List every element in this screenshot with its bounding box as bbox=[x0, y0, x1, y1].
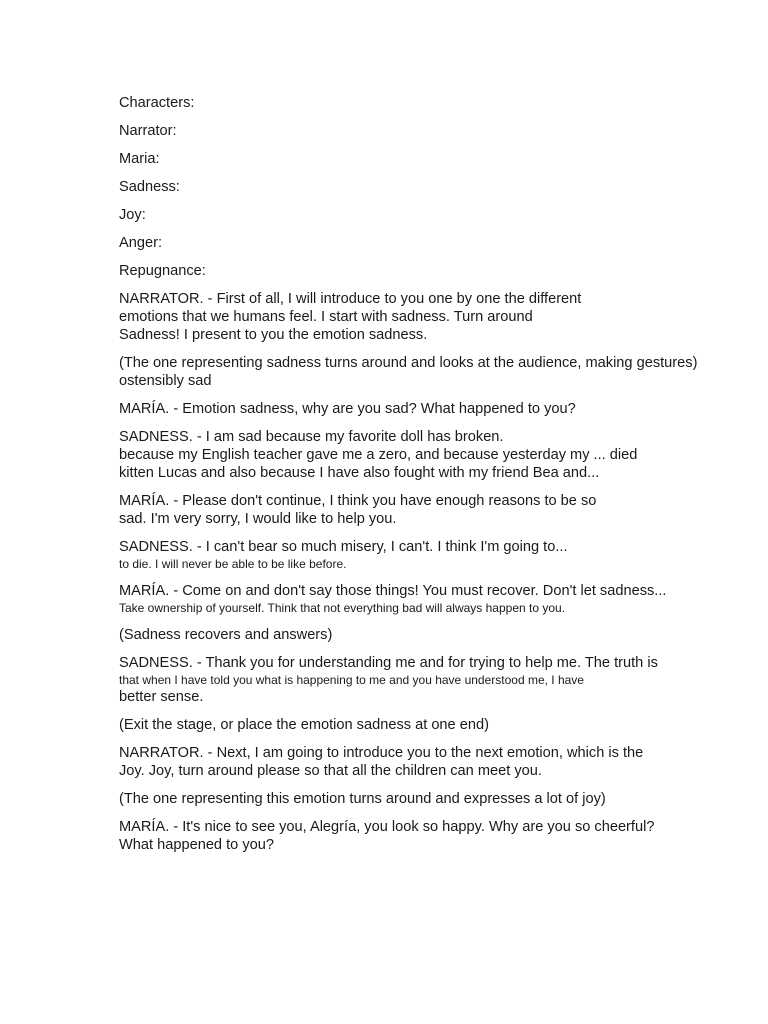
script-line: MARÍA. - Come on and don't say those things! You must recover. Don't let sadness... bbox=[119, 583, 667, 599]
script-line: MARÍA. - It's nice to see you, Alegría, you look so happy. Why are you so cheerful? bbox=[119, 819, 655, 835]
script-paragraph bbox=[119, 818, 749, 854]
character-entry: Repugnance: bbox=[119, 263, 206, 279]
script-line: that when I have told you what is happening to me and you have understood me, I have bbox=[119, 673, 584, 687]
script-line: MARÍA. - Emotion sadness, why are you sad? What happened to you? bbox=[119, 401, 576, 417]
script-paragraph bbox=[119, 582, 749, 616]
character-entry: Anger: bbox=[119, 235, 162, 251]
script-paragraph bbox=[119, 716, 749, 734]
script-paragraph bbox=[119, 354, 749, 390]
script-line: sad. I'm very sorry, I would like to help you. bbox=[119, 511, 397, 527]
character-list bbox=[119, 122, 749, 280]
script-line: (The one representing sadness turns around and looks at the audience, making gestures) bbox=[119, 355, 698, 371]
character-entry: Sadness: bbox=[119, 179, 180, 195]
script-paragraph bbox=[119, 400, 749, 418]
document-page bbox=[119, 94, 749, 864]
script-paragraph bbox=[119, 428, 749, 482]
script-line: better sense. bbox=[119, 689, 204, 705]
characters-heading: Characters: bbox=[119, 95, 195, 111]
script-line: NARRATOR. - First of all, I will introduce to you one by one the different bbox=[119, 291, 582, 307]
script-line: Take ownership of yourself. Think that not everything bad will always happen to you. bbox=[119, 601, 566, 615]
script-paragraph bbox=[119, 290, 749, 344]
script-paragraph bbox=[119, 654, 749, 706]
character-entry: Maria: bbox=[119, 151, 160, 167]
script-paragraph bbox=[119, 626, 749, 644]
character-entry: Joy: bbox=[119, 207, 146, 223]
script-line: SADNESS. - I can't bear so much misery, I can't. I think I'm going to... bbox=[119, 539, 568, 555]
script-line: Sadness! I present to you the emotion sadness. bbox=[119, 327, 428, 343]
script-line: MARÍA. - Please don't continue, I think you have enough reasons to be so bbox=[119, 493, 597, 509]
character-entry: Narrator: bbox=[119, 123, 177, 139]
script-line: emotions that we humans feel. I start with sadness. Turn around bbox=[119, 309, 533, 325]
script-line: NARRATOR. - Next, I am going to introduce you to the next emotion, which is the bbox=[119, 745, 644, 761]
script-line: to die. I will never be able to be like before. bbox=[119, 557, 347, 571]
script-paragraph bbox=[119, 790, 749, 808]
script-paragraph bbox=[119, 492, 749, 528]
script-body bbox=[119, 290, 749, 854]
script-line: SADNESS. - I am sad because my favorite doll has broken. bbox=[119, 429, 504, 445]
script-line: because my English teacher gave me a zero, and because yesterday my ... died bbox=[119, 447, 638, 463]
script-line: Joy. Joy, turn around please so that all the children can meet you. bbox=[119, 763, 542, 779]
script-line: (The one representing this emotion turns around and expresses a lot of joy) bbox=[119, 791, 606, 807]
script-paragraph bbox=[119, 538, 749, 572]
script-line: kitten Lucas and also because I have also fought with my friend Bea and... bbox=[119, 465, 600, 481]
script-line: What happened to you? bbox=[119, 837, 274, 853]
script-line: SADNESS. - Thank you for understanding me and for trying to help me. The truth is bbox=[119, 655, 658, 671]
script-line: (Sadness recovers and answers) bbox=[119, 627, 333, 643]
script-paragraph bbox=[119, 744, 749, 780]
script-line: ostensibly sad bbox=[119, 373, 212, 389]
script-line: (Exit the stage, or place the emotion sadness at one end) bbox=[119, 717, 489, 733]
